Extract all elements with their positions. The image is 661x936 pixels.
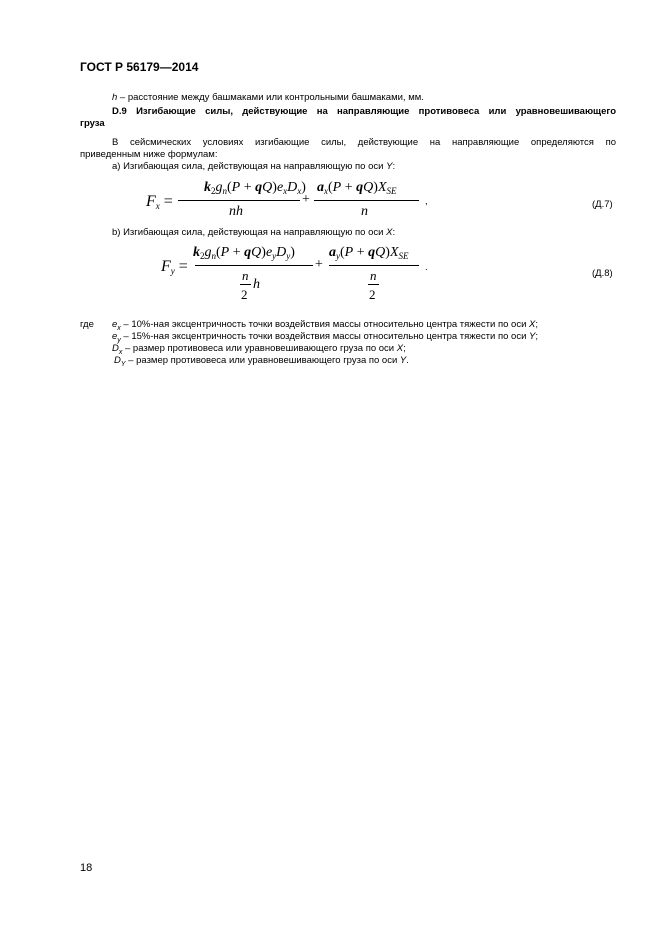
formula-d8-lhs: $F_y$ = — [161, 258, 188, 276]
formula-d8-numerator1: $k_2g_n(P + qQ)e_yD_y$) — [193, 245, 295, 261]
where-sub: x — [117, 324, 121, 332]
item-a-text: а) Изгибающая сила, действующая на направляющую по оси — [112, 161, 387, 172]
where-text: – 10%-ная эксцентричность точки воздействия массы относительно центра тяжести по оси — [120, 319, 530, 330]
where-text: – размер противовеса или уравновешивающего груза по оси — [125, 355, 400, 366]
where-end: ; — [535, 331, 538, 342]
where-item-dy — [114, 355, 409, 371]
formula-d8-number: (Д.8) — [592, 268, 613, 279]
where-axis: X — [396, 343, 404, 354]
where-end: ; — [403, 343, 406, 354]
where-sub: x — [118, 348, 123, 356]
where-var: e — [112, 319, 118, 330]
document-header: ГОСТ Р 56179—2014 — [80, 60, 199, 74]
formula-d8-den1-2: 2 — [241, 287, 248, 302]
formula-d7-separator: , — [425, 196, 428, 207]
where-var: D — [114, 355, 121, 366]
where-text: – размер противовеса или уравновешивающего груза по оси — [122, 343, 397, 354]
formula-d8-den1-n: n — [242, 268, 249, 283]
where-var: e — [112, 331, 118, 342]
formula-d8-den1-h: h — [253, 277, 260, 292]
where-axis: X — [529, 319, 536, 330]
formula-d8-separator: . — [425, 262, 428, 273]
formula-d8-plus: + — [315, 257, 323, 272]
intro-line1: В сейсмических условиях изгибающие силы, действующие на направляющие определяются по — [112, 137, 616, 148]
formula-d7-numerator1: $k_2g_n(P + qQ)e_xD_x$) — [204, 180, 306, 196]
item-b-text: b) Изгибающая сила, действующая на направляющую по оси — [112, 227, 387, 238]
formula-d8-den2-fraction-line — [368, 284, 379, 285]
formula-d8-numerator2: $a_y(P + qQ)X_{SE}$ — [329, 245, 409, 261]
formula-d8-den1-fraction-line — [240, 284, 251, 285]
h-definition-text: – расстояние между башмаками или контрольными башмаками, мм. — [117, 92, 424, 103]
section-d9-heading-line2: груза — [80, 118, 105, 129]
formula-d7-fraction-line2 — [314, 200, 419, 201]
formula-d7-numerator2: $a_x(P + qQ)X_{SE}$ — [317, 180, 397, 196]
formula-d8-den2-n: n — [370, 268, 377, 283]
formula-d7-number: (Д.7) — [592, 199, 613, 210]
where-axis: Y — [529, 331, 536, 342]
where-text: – 15%-ная эксцентричность точки воздействия массы относительно центра тяжести по оси — [120, 331, 530, 342]
variable-h: h — [112, 92, 118, 103]
formula-d7-plus: + — [302, 192, 310, 207]
item-a-suffix: : — [392, 161, 396, 172]
formula-d7-denominator1: nh — [229, 204, 243, 219]
item-b-axis: X — [386, 227, 393, 238]
section-d9-heading-line1 — [112, 106, 616, 118]
where-end: ; — [535, 319, 538, 330]
item-b — [112, 227, 395, 239]
paragraph-h-definition — [112, 92, 424, 104]
formula-d7-denominator2: n — [361, 204, 368, 219]
where-sub: y — [117, 336, 121, 344]
formula-d8-fraction-line1 — [195, 265, 313, 266]
where-label: где — [80, 319, 94, 330]
formula-d7-lhs: $F_x$ = — [146, 193, 173, 211]
section-number: D.9 — [112, 106, 127, 117]
formula-d7-fraction-line1 — [178, 200, 300, 201]
formula-d8-fraction-line2 — [329, 265, 419, 266]
where-var: D — [112, 343, 119, 354]
where-axis: Y — [399, 355, 407, 366]
intro-line2: приведенным ниже формулам: — [80, 149, 218, 160]
page-number: 18 — [80, 862, 93, 874]
item-a — [112, 161, 395, 173]
item-a-axis: Y — [386, 161, 393, 172]
section-title: Изгибающие силы, действующие на направляющие противовеса или уравновешивающего — [136, 106, 616, 117]
formula-d8-den2-2: 2 — [369, 287, 376, 302]
where-sub: Y — [120, 360, 126, 368]
item-b-suffix: : — [392, 227, 396, 238]
where-end: . — [406, 355, 409, 366]
